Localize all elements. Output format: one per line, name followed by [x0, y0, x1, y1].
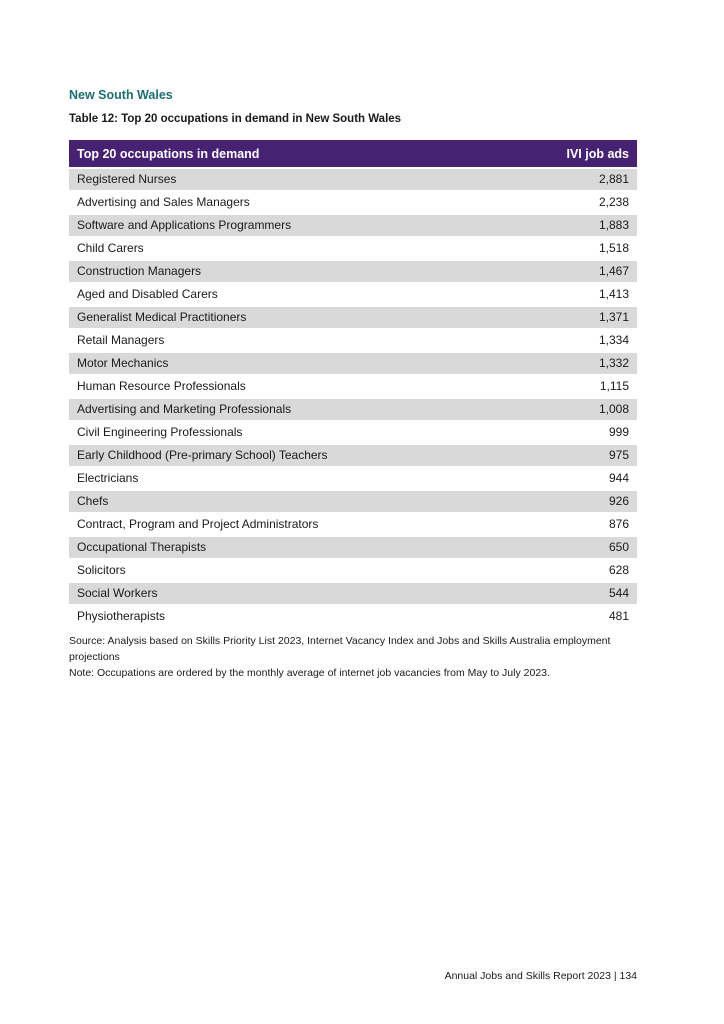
table-row	[69, 444, 637, 467]
occupation-cell: Human Resource Professionals	[69, 375, 529, 398]
occupations-table-body	[69, 168, 637, 628]
table-row	[69, 467, 637, 490]
table-row	[69, 329, 637, 352]
job-ads-cell: 1,518	[529, 237, 637, 260]
table-notes	[69, 634, 641, 681]
occupation-cell: Advertising and Marketing Professionals	[69, 398, 529, 421]
job-ads-cell: 999	[529, 421, 637, 444]
job-ads-cell: 1,332	[529, 352, 637, 375]
table-row	[69, 536, 637, 559]
occupation-cell: Physiotherapists	[69, 605, 529, 628]
occupation-column-header: Top 20 occupations in demand	[69, 140, 529, 168]
job-ads-cell: 1,413	[529, 283, 637, 306]
job-ads-cell: 944	[529, 467, 637, 490]
job-ads-cell: 1,115	[529, 375, 637, 398]
occupation-cell: Solicitors	[69, 559, 529, 582]
table-row	[69, 375, 637, 398]
job-ads-cell: 650	[529, 536, 637, 559]
table-row	[69, 306, 637, 329]
occupation-cell: Aged and Disabled Carers	[69, 283, 529, 306]
occupation-cell: Retail Managers	[69, 329, 529, 352]
job-ads-cell: 1,883	[529, 214, 637, 237]
source-note: Source: Analysis based on Skills Priority List 2023, Internet Vacancy Index and Jobs and Skills Australia employment projections	[69, 635, 611, 663]
job-ads-cell: 2,881	[529, 168, 637, 191]
job-ads-column-header: IVI job ads	[529, 140, 637, 168]
occupation-cell: Civil Engineering Professionals	[69, 421, 529, 444]
table-row	[69, 168, 637, 191]
job-ads-cell: 2,238	[529, 191, 637, 214]
job-ads-cell: 1,467	[529, 260, 637, 283]
table-row	[69, 352, 637, 375]
table-row	[69, 421, 637, 444]
occupation-cell: Chefs	[69, 490, 529, 513]
section-heading: New South Wales	[69, 88, 173, 102]
table-row	[69, 237, 637, 260]
table-row	[69, 513, 637, 536]
page-footer: Annual Jobs and Skills Report 2023 | 134	[444, 970, 637, 982]
job-ads-cell: 1,334	[529, 329, 637, 352]
occupations-table	[69, 140, 637, 629]
job-ads-cell: 544	[529, 582, 637, 605]
table-row	[69, 283, 637, 306]
occupations-table-header	[69, 140, 637, 168]
table-row	[69, 582, 637, 605]
occupation-cell: Occupational Therapists	[69, 536, 529, 559]
occupation-cell: Advertising and Sales Managers	[69, 191, 529, 214]
job-ads-cell: 975	[529, 444, 637, 467]
occupation-cell: Registered Nurses	[69, 168, 529, 191]
job-ads-cell: 926	[529, 490, 637, 513]
job-ads-cell: 481	[529, 605, 637, 628]
job-ads-cell: 1,008	[529, 398, 637, 421]
table-row	[69, 260, 637, 283]
occupation-cell: Software and Applications Programmers	[69, 214, 529, 237]
occupation-cell: Social Workers	[69, 582, 529, 605]
occupation-cell: Motor Mechanics	[69, 352, 529, 375]
table-row	[69, 398, 637, 421]
occupation-cell: Contract, Program and Project Administrators	[69, 513, 529, 536]
table-row	[69, 559, 637, 582]
table-row	[69, 605, 637, 628]
ordering-note: Note: Occupations are ordered by the monthly average of internet job vacancies from May to July 2023.	[69, 666, 550, 679]
table-caption: Table 12: Top 20 occupations in demand in New South Wales	[69, 113, 402, 126]
table-row	[69, 490, 637, 513]
job-ads-cell: 628	[529, 559, 637, 582]
table-row	[69, 214, 637, 237]
job-ads-cell: 876	[529, 513, 637, 536]
job-ads-cell: 1,371	[529, 306, 637, 329]
occupation-cell: Generalist Medical Practitioners	[69, 306, 529, 329]
occupation-cell: Construction Managers	[69, 260, 529, 283]
occupation-cell: Child Carers	[69, 237, 529, 260]
occupation-cell: Electricians	[69, 467, 529, 490]
table-row	[69, 191, 637, 214]
occupation-cell: Early Childhood (Pre-primary School) Teachers	[69, 444, 529, 467]
